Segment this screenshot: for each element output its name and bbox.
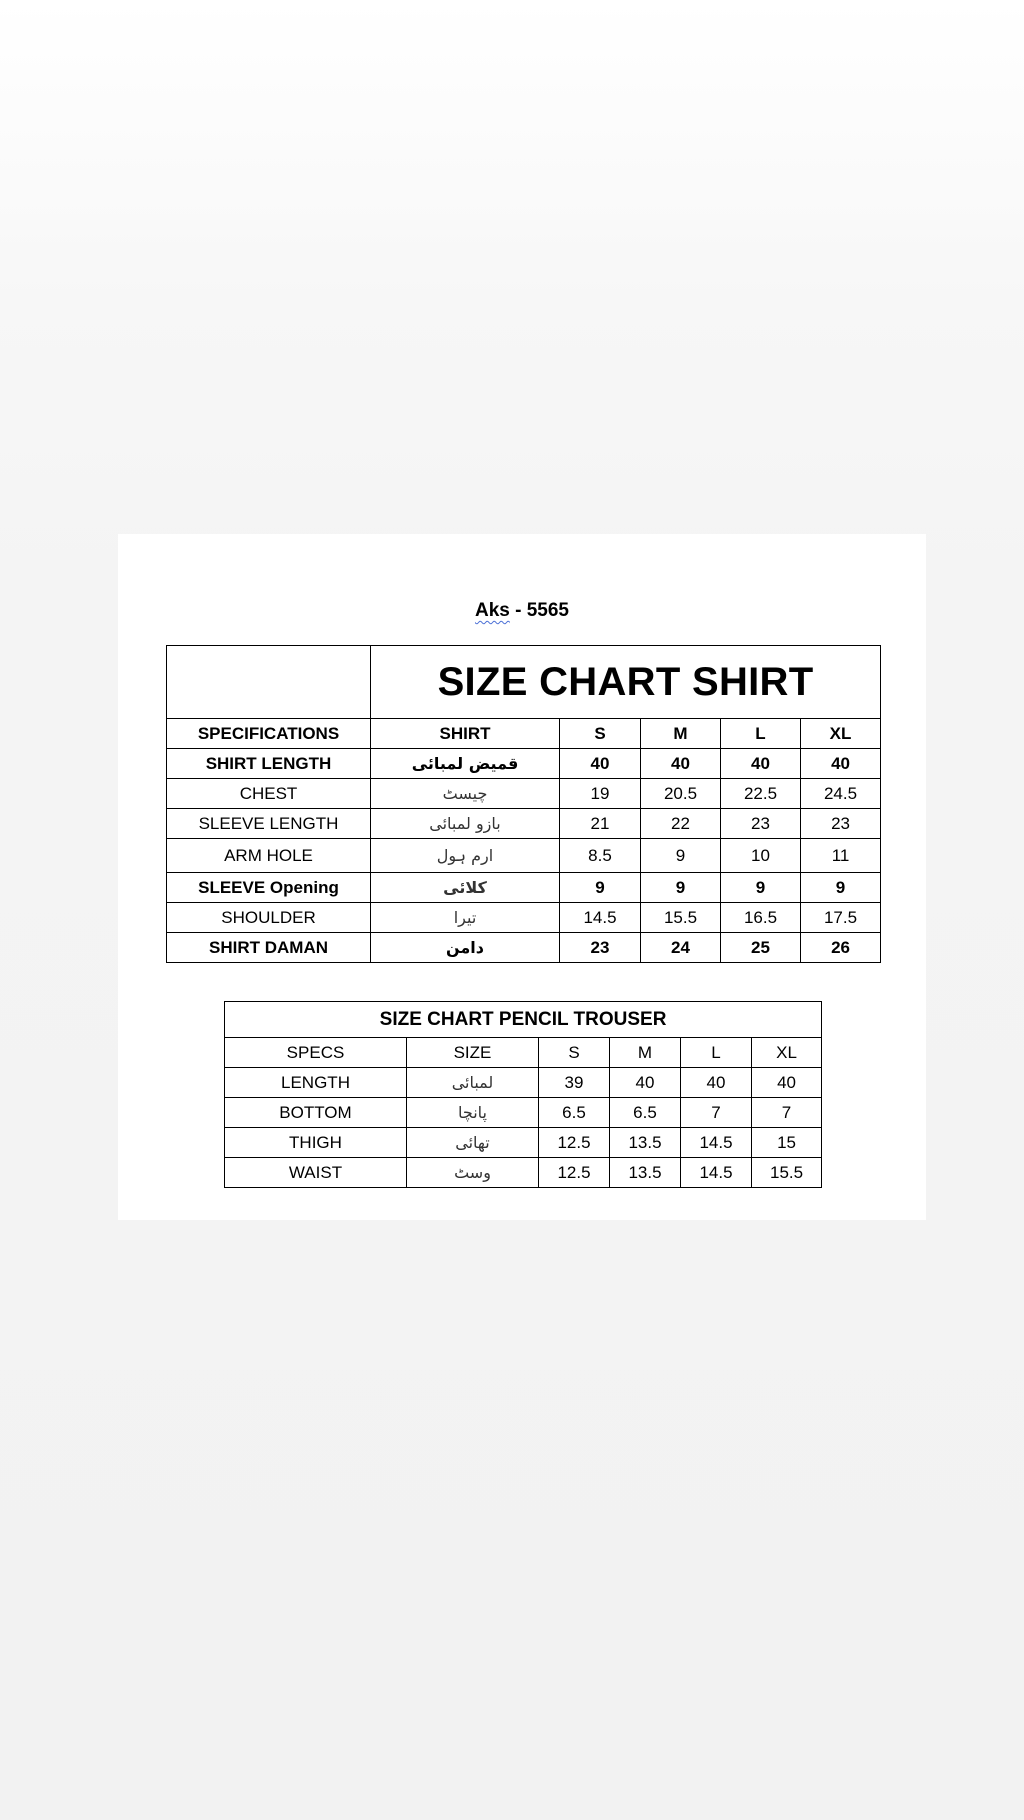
table-row <box>225 1128 822 1158</box>
value-s: 23 <box>560 933 641 963</box>
table-row <box>167 933 881 963</box>
value-s: 12.5 <box>539 1128 610 1158</box>
value-xl: 26 <box>801 933 881 963</box>
spec-name: LENGTH <box>225 1068 407 1098</box>
spec-urdu-name: بازو لمبائی <box>371 809 560 839</box>
value-m: 9 <box>641 873 721 903</box>
spec-name: BOTTOM <box>225 1098 407 1128</box>
value-xl: 11 <box>801 839 881 873</box>
spec-urdu-name: تیرا <box>371 903 560 933</box>
header-specs: SPECS <box>225 1038 407 1068</box>
spec-name: SHOULDER <box>167 903 371 933</box>
spec-urdu-name: لمبائی <box>407 1068 539 1098</box>
value-l: 40 <box>721 749 801 779</box>
shirt-size-chart-table <box>166 645 881 963</box>
value-l: 16.5 <box>721 903 801 933</box>
value-xl: 24.5 <box>801 779 881 809</box>
header-size-s: S <box>560 719 641 749</box>
shirt-header-row <box>167 719 881 749</box>
table-row <box>167 749 881 779</box>
value-s: 12.5 <box>539 1158 610 1188</box>
value-xl: 17.5 <box>801 903 881 933</box>
article-number: - 5565 <box>509 600 569 621</box>
value-l: 22.5 <box>721 779 801 809</box>
document-title <box>118 600 926 622</box>
spec-name: CHEST <box>167 779 371 809</box>
header-size-xl: XL <box>801 719 881 749</box>
value-m: 13.5 <box>610 1128 681 1158</box>
spec-urdu-name: پانچا <box>407 1098 539 1128</box>
table-row <box>167 809 881 839</box>
header-size-l: L <box>721 719 801 749</box>
spec-name: WAIST <box>225 1158 407 1188</box>
table-row <box>167 873 881 903</box>
value-m: 40 <box>641 749 721 779</box>
spec-name: ARM HOLE <box>167 839 371 873</box>
value-s: 8.5 <box>560 839 641 873</box>
header-size-m: M <box>641 719 721 749</box>
spec-urdu-name: چیسٹ <box>371 779 560 809</box>
value-l: 7 <box>681 1098 752 1128</box>
value-s: 40 <box>560 749 641 779</box>
value-m: 15.5 <box>641 903 721 933</box>
empty-corner-cell <box>167 646 371 719</box>
spec-urdu-name: تھائی <box>407 1128 539 1158</box>
spec-urdu-name: قمیض لمبائی <box>371 749 560 779</box>
value-xl: 15 <box>752 1128 822 1158</box>
trouser-size-chart-table <box>224 1001 822 1188</box>
spec-name: SHIRT DAMAN <box>167 933 371 963</box>
value-l: 14.5 <box>681 1128 752 1158</box>
spec-urdu-name: دامن <box>371 933 560 963</box>
header-size-xl: XL <box>752 1038 822 1068</box>
table-row <box>167 779 881 809</box>
value-m: 24 <box>641 933 721 963</box>
shirt-chart-title: SIZE CHART SHIRT <box>371 646 881 719</box>
header-size-s: S <box>539 1038 610 1068</box>
spec-urdu-name: ارم ہول <box>371 839 560 873</box>
value-m: 6.5 <box>610 1098 681 1128</box>
header-shirt: SHIRT <box>371 719 560 749</box>
spec-name: SLEEVE Opening <box>167 873 371 903</box>
table-row <box>167 903 881 933</box>
value-s: 6.5 <box>539 1098 610 1128</box>
size-chart-sheet <box>118 534 926 1220</box>
value-m: 13.5 <box>610 1158 681 1188</box>
value-s: 9 <box>560 873 641 903</box>
spec-urdu-name: وسٹ <box>407 1158 539 1188</box>
value-s: 19 <box>560 779 641 809</box>
table-row <box>225 1098 822 1128</box>
value-xl: 7 <box>752 1098 822 1128</box>
value-l: 14.5 <box>681 1158 752 1188</box>
value-l: 23 <box>721 809 801 839</box>
header-specifications: SPECIFICATIONS <box>167 719 371 749</box>
spec-name: SHIRT LENGTH <box>167 749 371 779</box>
value-s: 14.5 <box>560 903 641 933</box>
value-xl: 40 <box>801 749 881 779</box>
value-m: 40 <box>610 1068 681 1098</box>
value-s: 39 <box>539 1068 610 1098</box>
value-m: 9 <box>641 839 721 873</box>
header-size-l: L <box>681 1038 752 1068</box>
header-size: SIZE <box>407 1038 539 1068</box>
value-xl: 23 <box>801 809 881 839</box>
table-row <box>167 839 881 873</box>
table-row <box>225 1158 822 1188</box>
value-m: 20.5 <box>641 779 721 809</box>
value-xl: 40 <box>752 1068 822 1098</box>
value-xl: 9 <box>801 873 881 903</box>
table-row <box>225 1068 822 1098</box>
spec-urdu-name: کلائی <box>371 873 560 903</box>
value-m: 22 <box>641 809 721 839</box>
value-l: 40 <box>681 1068 752 1098</box>
spec-name: SLEEVE LENGTH <box>167 809 371 839</box>
spec-name: THIGH <box>225 1128 407 1158</box>
value-xl: 15.5 <box>752 1158 822 1188</box>
value-l: 9 <box>721 873 801 903</box>
value-s: 21 <box>560 809 641 839</box>
header-size-m: M <box>610 1038 681 1068</box>
value-l: 25 <box>721 933 801 963</box>
trouser-header-row <box>225 1038 822 1068</box>
trouser-chart-title: SIZE CHART PENCIL TROUSER <box>225 1002 822 1038</box>
brand-name: Aks <box>474 600 510 621</box>
value-l: 10 <box>721 839 801 873</box>
